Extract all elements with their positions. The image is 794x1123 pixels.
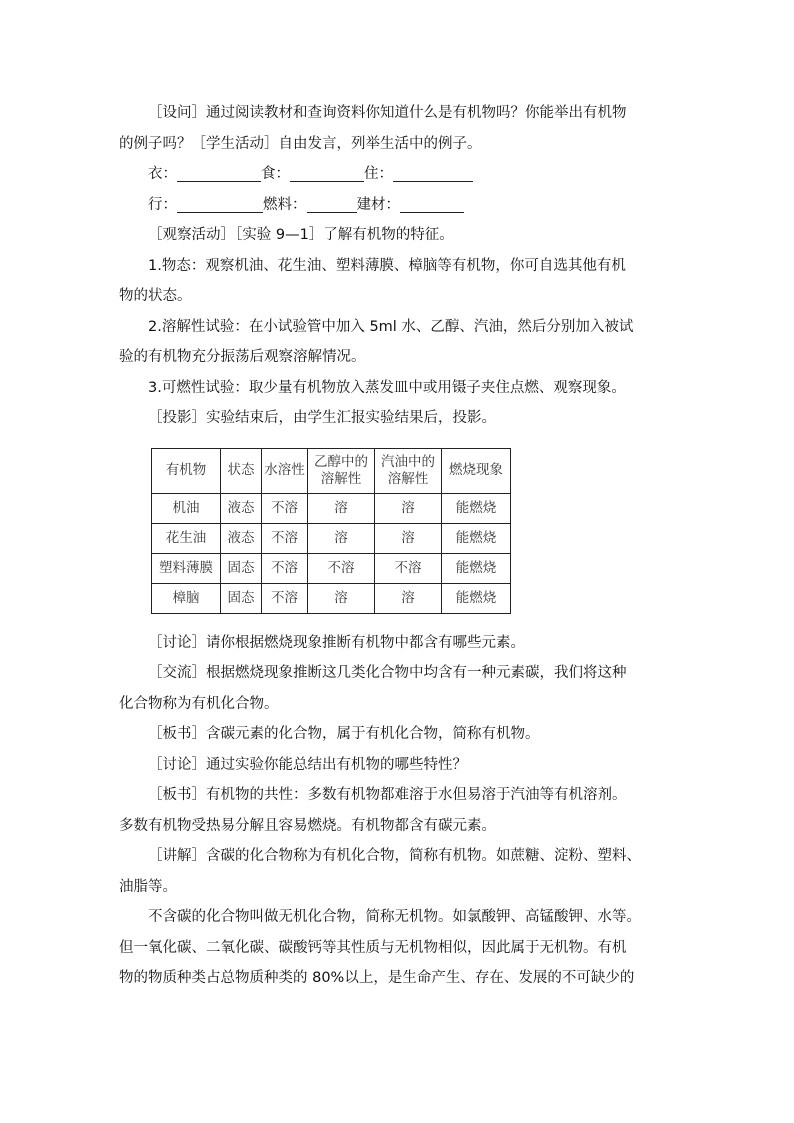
table-cell: 溶 — [308, 583, 375, 613]
travel-blank[interactable] — [177, 194, 263, 213]
question-line-1: ［设问］通过阅读教材和查询资料你知道什么是有机物吗？你能举出有机物 — [148, 105, 627, 121]
lecture-line-2: 油脂等。 — [119, 878, 177, 895]
food-label: 食： — [261, 166, 290, 182]
travel-label: 行： — [148, 196, 177, 213]
table-row — [152, 583, 511, 613]
table-cell: 溶 — [308, 493, 375, 523]
header-cell: 水溶性 — [262, 448, 308, 493]
projection-note: ［投影］实验结束后，由学生汇报实验结果后，投影。 — [148, 410, 496, 426]
exchange-line-1: ［交流］根据燃烧现象推断这几类化合物中均含有一种元素碳，我们将这种 — [148, 665, 627, 681]
table-cell: 能燃烧 — [442, 553, 511, 583]
final-paragraph-line-3: 物的物质种类占总物质种类的 80%以上，是生命产生、存在、发展的不可缺少的 — [119, 970, 635, 986]
table-cell: 花生油 — [152, 523, 221, 553]
final-paragraph-line-1: 不含碳的化合物叫做无机化合物，简称无机物。如氯酸钾、高锰酸钾、水等。 — [148, 909, 641, 925]
question-line-2: 的例子吗？［学生活动］自由发言，列举生活中的例子。 — [119, 135, 482, 152]
clothing-blank[interactable] — [177, 163, 261, 182]
table-header-row — [152, 448, 511, 493]
fuel-blank[interactable] — [307, 194, 357, 213]
table-cell: 溶 — [375, 583, 442, 613]
table-cell: 能燃烧 — [442, 493, 511, 523]
food-blank[interactable] — [290, 163, 364, 182]
header-cell: 状态 — [221, 448, 262, 493]
item-2-line-1: 2.溶解性试验：在小试验管中加入 5ml 水、乙醇、汽油，然后分别加入被试 — [148, 318, 634, 335]
table-cell: 不溶 — [262, 523, 308, 553]
housing-blank[interactable] — [393, 163, 473, 182]
table-cell: 塑料薄膜 — [152, 553, 221, 583]
clothing-label: 衣： — [148, 166, 177, 182]
table-row — [152, 553, 511, 583]
document-body — [119, 98, 675, 994]
blackboard-2-line-2: 多数有机物受热易分解且容易燃烧。有机物都含有碳元素。 — [119, 817, 496, 834]
table-cell: 能燃烧 — [442, 583, 511, 613]
table-cell: 不溶 — [262, 583, 308, 613]
item-1-line-1: 1.物态：观察机油、花生油、塑料薄膜、樟脑等有机物，你可自选其他有机 — [148, 257, 626, 274]
header-cell: 汽油中的 溶解性 — [375, 448, 442, 493]
table-cell: 液态 — [221, 523, 262, 553]
building-label: 建材： — [356, 196, 400, 213]
fill-in-row-1 — [119, 159, 675, 190]
building-blank[interactable] — [400, 194, 464, 213]
header-cell: 有机物 — [152, 448, 221, 493]
item-1-line-2: 物的状态。 — [119, 288, 192, 304]
discussion-2: ［讨论］通过实验你能总结出有机物的哪些特性？ — [148, 756, 467, 773]
fuel-label: 燃料： — [263, 196, 307, 213]
table-cell: 机油 — [152, 493, 221, 523]
header-cell: 燃烧现象 — [442, 448, 511, 493]
table-cell: 溶 — [308, 523, 375, 553]
table-cell: 能燃烧 — [442, 523, 511, 553]
housing-label: 住： — [364, 166, 393, 182]
table-cell: 液态 — [221, 493, 262, 523]
table-cell: 溶 — [375, 523, 442, 553]
table-cell: 固态 — [221, 583, 262, 613]
blackboard-2-line-1: ［板书］有机物的共性：多数有机物都难溶于水但易溶于汽油等有机溶剂。 — [148, 787, 627, 803]
item-3: 3.可燃性试验：取少量有机物放入蒸发皿中或用镊子夹住点燃、观察现象。 — [148, 379, 626, 396]
final-paragraph-line-2: 但一氧化碳、二氧化碳、碳酸钙等其性质与无机物相似，因此属于无机物。有机 — [119, 939, 627, 956]
table-cell: 樟脑 — [152, 583, 221, 613]
header-cell: 乙醇中的 溶解性 — [308, 448, 375, 493]
table-cell: 不溶 — [262, 493, 308, 523]
exchange-line-2: 化合物称为有机化合物。 — [119, 695, 279, 712]
observation-activity: ［观察活动］［实验 9—1］了解有机物的特征。 — [148, 227, 454, 243]
item-2-line-2: 验的有机物充分振荡后观察溶解情况。 — [119, 349, 366, 365]
results-table — [151, 448, 511, 614]
discussion-1: ［讨论］请你根据燃烧现象推断有机物中都含有哪些元素。 — [148, 634, 525, 651]
table-cell: 不溶 — [308, 553, 375, 583]
table-cell: 固态 — [221, 553, 262, 583]
table-row — [152, 523, 511, 553]
table-cell: 不溶 — [262, 553, 308, 583]
fill-in-row-2 — [119, 190, 675, 221]
table-cell: 溶 — [375, 493, 442, 523]
table-cell: 不溶 — [375, 553, 442, 583]
blackboard-1: ［板书］含碳元素的化合物，属于有机化合物，简称有机物。 — [148, 726, 540, 742]
lecture-line-1: ［讲解］含碳的化合物称为有机化合物，简称有机物。如蔗糖、淀粉、塑料、 — [148, 848, 641, 864]
table-row — [152, 493, 511, 523]
